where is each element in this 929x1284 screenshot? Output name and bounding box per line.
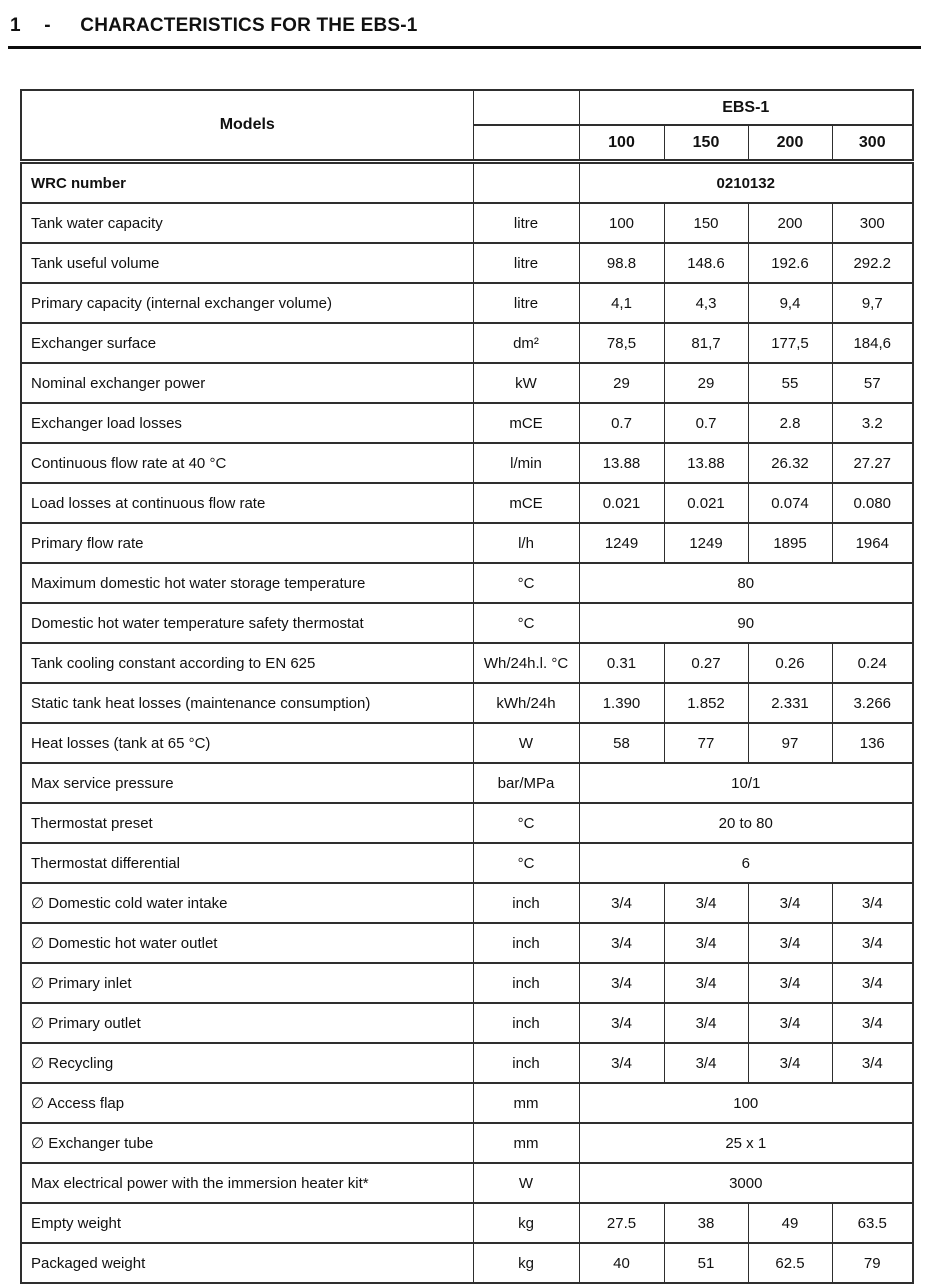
spec-table [20,89,914,1284]
row-value: 3/4 [748,883,832,923]
row-value: 0.31 [579,643,664,683]
page-title-text: CHARACTERISTICS FOR THE EBS-1 [80,15,418,36]
row-value: 192.6 [748,243,832,283]
row-value: 3/4 [664,883,748,923]
row-value: 0.074 [748,483,832,523]
row-value: 184,6 [832,323,913,363]
row-unit: W [473,1163,579,1203]
row-unit: litre [473,283,579,323]
row-unit: kWh/24h [473,683,579,723]
row-value: 58 [579,723,664,763]
row-value: 98.8 [579,243,664,283]
row-value: 1249 [579,523,664,563]
row-unit: °C [473,603,579,643]
row-value-spanned: 0210132 [579,162,913,204]
model-column-header: 200 [748,125,832,162]
row-unit: mm [473,1123,579,1163]
table-row [21,283,913,323]
page-title-dash: - [44,15,51,36]
row-value: 3/4 [832,883,913,923]
row-unit: bar/MPa [473,763,579,803]
row-value: 1249 [664,523,748,563]
table-row [21,723,913,763]
row-unit: °C [473,803,579,843]
table-row [21,323,913,363]
row-value-spanned: 80 [579,563,913,603]
row-label: Heat losses (tank at 65 °C) [21,723,473,763]
row-unit: °C [473,843,579,883]
row-value: 13.88 [664,443,748,483]
row-label: Load losses at continuous flow rate [21,483,473,523]
row-value: 0.27 [664,643,748,683]
row-value: 100 [579,203,664,243]
table-row [21,1243,913,1283]
row-value: 0.26 [748,643,832,683]
row-value: 4,1 [579,283,664,323]
table-row [21,203,913,243]
row-unit: litre [473,243,579,283]
row-value: 3/4 [664,1043,748,1083]
row-label: Tank useful volume [21,243,473,283]
row-label: Empty weight [21,1203,473,1243]
table-row [21,483,913,523]
table-row [21,763,913,803]
row-value: 13.88 [579,443,664,483]
table-row [21,363,913,403]
table-row [21,643,913,683]
row-value: 3/4 [664,1003,748,1043]
model-column-header: 300 [832,125,913,162]
row-value: 2.8 [748,403,832,443]
row-label: Max service pressure [21,763,473,803]
row-value: 3/4 [579,1043,664,1083]
row-value: 62.5 [748,1243,832,1283]
row-value: 3/4 [579,883,664,923]
row-value: 3/4 [832,1043,913,1083]
row-label: Exchanger surface [21,323,473,363]
row-unit: mm [473,1083,579,1123]
row-value: 177,5 [748,323,832,363]
table-row [21,683,913,723]
row-value: 3.266 [832,683,913,723]
row-label: ∅ Exchanger tube [21,1123,473,1163]
table-row [21,243,913,283]
row-label: Tank water capacity [21,203,473,243]
row-unit: kg [473,1203,579,1243]
row-value: 1895 [748,523,832,563]
row-value-spanned: 25 x 1 [579,1123,913,1163]
row-value: 27.27 [832,443,913,483]
row-label: Primary flow rate [21,523,473,563]
table-row [21,923,913,963]
table-row [21,563,913,603]
row-value: 29 [579,363,664,403]
models-header-cell: Models [21,90,473,162]
row-value: 0.080 [832,483,913,523]
row-value: 1964 [832,523,913,563]
row-unit: kg [473,1243,579,1283]
row-label: Nominal exchanger power [21,363,473,403]
model-group-header-cell: EBS-1 [579,90,913,125]
row-value: 81,7 [664,323,748,363]
row-label: ∅ Domestic cold water intake [21,883,473,923]
row-value-spanned: 10/1 [579,763,913,803]
table-row [21,883,913,923]
model-column-header: 150 [664,125,748,162]
row-unit: l/min [473,443,579,483]
row-unit: °C [473,563,579,603]
row-value: 78,5 [579,323,664,363]
row-value: 3/4 [664,963,748,1003]
row-value: 1.852 [664,683,748,723]
row-value: 51 [664,1243,748,1283]
spec-table-header [21,90,913,162]
row-unit: inch [473,923,579,963]
table-row [21,1003,913,1043]
table-row [21,1043,913,1083]
row-value: 3/4 [579,923,664,963]
row-label: Thermostat preset [21,803,473,843]
row-value: 3/4 [832,923,913,963]
row-label: Maximum domestic hot water storage temperature [21,563,473,603]
row-unit: inch [473,963,579,1003]
row-unit: W [473,723,579,763]
row-value: 26.32 [748,443,832,483]
model-column-header: 100 [579,125,664,162]
row-value: 300 [832,203,913,243]
row-value: 9,4 [748,283,832,323]
row-value: 55 [748,363,832,403]
row-value: 148.6 [664,243,748,283]
table-row [21,1123,913,1163]
row-value: 0.021 [664,483,748,523]
row-unit: kW [473,363,579,403]
row-value: 0.24 [832,643,913,683]
row-unit: mCE [473,403,579,443]
row-label: ∅ Primary inlet [21,963,473,1003]
row-value-spanned: 100 [579,1083,913,1123]
row-value: 77 [664,723,748,763]
row-value: 3/4 [748,1003,832,1043]
row-value-spanned: 3000 [579,1163,913,1203]
row-label: Domestic hot water temperature safety thermostat [21,603,473,643]
row-value: 0.021 [579,483,664,523]
row-label: Static tank heat losses (maintenance consumption) [21,683,473,723]
row-value: 38 [664,1203,748,1243]
row-value: 3/4 [748,923,832,963]
row-label: Exchanger load losses [21,403,473,443]
row-value: 97 [748,723,832,763]
table-row [21,963,913,1003]
row-value: 292.2 [832,243,913,283]
row-label: Primary capacity (internal exchanger volume) [21,283,473,323]
row-value: 3/4 [579,1003,664,1043]
row-label: ∅ Domestic hot water outlet [21,923,473,963]
row-value: 3/4 [832,1003,913,1043]
row-label: Continuous flow rate at 40 °C [21,443,473,483]
row-value-spanned: 90 [579,603,913,643]
title-underline [8,46,921,49]
row-label: ∅ Primary outlet [21,1003,473,1043]
row-value: 49 [748,1203,832,1243]
table-row [21,843,913,883]
row-unit: inch [473,883,579,923]
row-value: 150 [664,203,748,243]
table-row [21,1163,913,1203]
table-row [21,162,913,204]
row-unit: inch [473,1003,579,1043]
row-value: 27.5 [579,1203,664,1243]
row-value: 63.5 [832,1203,913,1243]
row-value: 3/4 [832,963,913,1003]
unit-header-cell-top [473,90,579,125]
row-value: 3/4 [748,1043,832,1083]
row-value-spanned: 6 [579,843,913,883]
unit-header-cell-bottom [473,125,579,162]
page-title [10,15,418,37]
row-label: ∅ Access flap [21,1083,473,1123]
table-row [21,1083,913,1123]
row-value: 3.2 [832,403,913,443]
row-unit [473,162,579,204]
row-value: 3/4 [664,923,748,963]
row-value: 3/4 [748,963,832,1003]
row-value: 40 [579,1243,664,1283]
row-value: 1.390 [579,683,664,723]
row-value: 2.331 [748,683,832,723]
row-label: ∅ Recycling [21,1043,473,1083]
row-value: 29 [664,363,748,403]
row-unit: inch [473,1043,579,1083]
row-value: 9,7 [832,283,913,323]
row-unit: Wh/24h.l. °C [473,643,579,683]
row-label: Thermostat differential [21,843,473,883]
row-unit: litre [473,203,579,243]
row-value: 57 [832,363,913,403]
table-row [21,1203,913,1243]
row-value: 4,3 [664,283,748,323]
row-value: 136 [832,723,913,763]
row-label: Packaged weight [21,1243,473,1283]
row-label: Max electrical power with the immersion heater kit* [21,1163,473,1203]
row-label: WRC number [21,162,473,204]
spec-table-body [21,162,913,1284]
table-row [21,603,913,643]
table-row [21,803,913,843]
table-row [21,523,913,563]
row-value: 79 [832,1243,913,1283]
row-unit: dm² [473,323,579,363]
row-value: 3/4 [579,963,664,1003]
row-value: 0.7 [579,403,664,443]
row-value: 200 [748,203,832,243]
row-unit: l/h [473,523,579,563]
row-value: 0.7 [664,403,748,443]
table-row [21,403,913,443]
table-row [21,443,913,483]
row-value-spanned: 20 to 80 [579,803,913,843]
row-unit: mCE [473,483,579,523]
page-title-number: 1 [10,15,21,36]
row-label: Tank cooling constant according to EN 625 [21,643,473,683]
